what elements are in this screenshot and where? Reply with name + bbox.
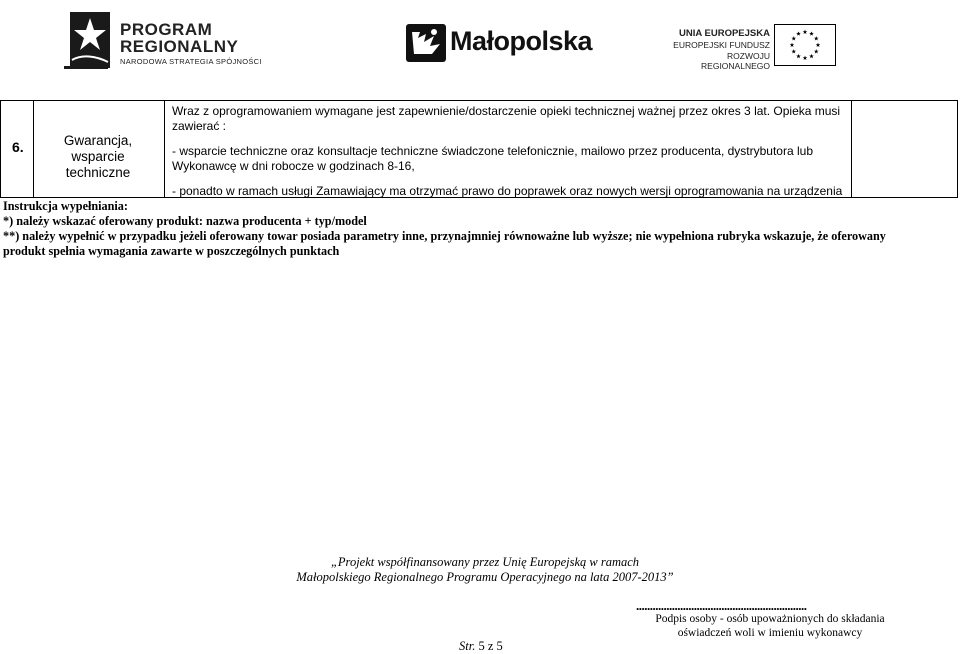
desc-line2: zawierać :: [172, 119, 227, 133]
desc-line5: - ponadto w ramach usługi Zamawiający ma otrzymać prawo do poprawek oraz nowych wersji oprogramowania na urządzenia: [172, 184, 843, 198]
program-text: PROGRAM: [120, 20, 213, 39]
instructions-title: Instrukcja wypełniania:: [3, 199, 128, 213]
signature-label-line1: Podpis osoby - osób upoważnionych do składania: [655, 613, 885, 625]
desc-line1: Wraz z oprogramowaniem wymagane jest zapewnienie/dostarczenie opieki technicznej ważnej przez okres 3 lat. Opieka musi: [172, 104, 841, 118]
row-name: [39, 133, 157, 181]
signature-label-line2: oświadczeń woli w imieniu wykonawcy: [677, 627, 863, 639]
malopolska-logo-text: Małopolska: [450, 26, 593, 56]
instructions-line1: *) należy wskazać oferowany produkt: nazwa producenta + typ/model: [3, 214, 367, 228]
cofinance-line2: Małopolskiego Regionalnego Programu Operacyjnego na lata 2007-2013”: [296, 570, 674, 584]
regionalny-text: REGIONALNY: [120, 37, 239, 56]
eu-fund-text-2: ROZWOJU REGIONALNEGO: [701, 51, 770, 71]
signature-dots: ..............................................................: [636, 598, 807, 613]
cofinance-line1: „Projekt współfinansowany przez Unię Europejską w ramach: [330, 555, 640, 569]
desc-line4: Wykonawcę w dni robocze w godzinach 8-16,: [172, 159, 415, 173]
row-description: [172, 104, 847, 199]
row-name-line1: Gwarancja, wsparcie: [63, 133, 133, 164]
strategia-text: NARODOWA STRATEGIA SPÓJNOŚCI: [120, 57, 262, 66]
page-of: z: [487, 639, 494, 653]
page-current: 5: [478, 639, 485, 653]
requirements-table: [0, 100, 958, 198]
instructions-line3: produkt spełnia wymagania zawarte w poszczególnych punktach: [3, 244, 340, 258]
eu-fund-text: EUROPEJSKI FUNDUSZ: [673, 40, 770, 50]
page-label: Str.: [459, 639, 476, 653]
eu-flag-icon: [774, 24, 836, 66]
instructions-line2: **) należy wypełnić w przypadku jeżeli oferowany towar posiada parametry inne, przynajmniej równoważne lub wyższe; nie wypełniona rubryka wskazuje, że oferowany: [3, 229, 886, 243]
desc-line3: - wsparcie techniczne oraz konsultacje techniczne świadczone telefonicznie, mailowo przez producenta, dystrybutora lub: [172, 144, 813, 158]
eu-name-text: UNIA EUROPEJSKA: [679, 28, 770, 39]
row-name-line2: techniczne: [65, 165, 131, 180]
row-number: 6.: [12, 139, 24, 155]
page-total: 5: [496, 639, 503, 653]
malopolska-emblem-icon: [406, 24, 446, 62]
